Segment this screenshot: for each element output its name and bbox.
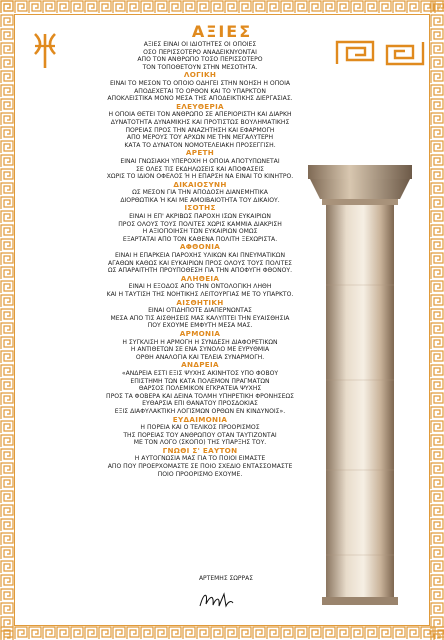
section-line: ΑΠΟΔΕΧΕΤΑΙ ΤΟ ΟΡΘΟΝ ΚΑΙ ΤΟ ΥΠΑΡΚΤΟΝ: [134, 87, 266, 95]
intro-line: ΑΞΙΕΣ ΕΙΝΑΙ ΟΙ ΙΔΙΟΤΗΤΕΣ ΟΙ ΟΠΟΙΕΣ: [143, 41, 257, 48]
intro-line: ΑΠΟ ΤΟΝ ΑΝΘΡΩΠΟ ΤΟΣΟ ΠΕΡΙΣΣΟΤΕΡΟ: [137, 56, 263, 64]
section-heading-aisthitiki: ΑΙΣΘΗΤΙΚΗ: [176, 297, 224, 307]
section-line: ΜΕ ΤΟΝ ΛΟΓΟ (ΣΚΟΠΟ) ΤΗΣ ΥΠΑΡΞΗΣ ΤΟΥ.: [133, 439, 267, 447]
meander-border-left: [0, 0, 14, 640]
section-line: Η ΟΠΟΙΑ ΘΕΤΕΙ ΤΟΝ ΑΝΘΡΩΠΟ ΣΕ ΑΠΕΡΙΟΡΙΣΤΗ ΚΑΙ ΔΙΑΡΚΗ: [108, 111, 292, 119]
section-line: ΠΡΟΣ ΟΛΟΥΣ ΤΟΥΣ ΠΟΛΙΤΕΣ ΧΩΡΙΣ ΚΑΜΜΙΑ ΔΙΑΚΡΙΣΗ: [118, 220, 282, 228]
section-line: ΤΗΣ ΠΟΡΕΙΑΣ ΤΟΥ ΑΝΘΡΩΠΟΥ ΟΤΑΝ ΤΑΥΤΙΖΟΝΤΑΙ: [123, 431, 277, 439]
meander-border-bottom: [0, 626, 444, 640]
section-line: ΩΣ ΑΠΑΡΑΙΤΗΤΗ ΠΡΟΥΠΟΘΕΣΗ ΓΙΑ ΤΗΝ ΑΠΟΦΥΓΗ ΦΘΟΝΟΥ.: [107, 267, 293, 275]
section-line: Η ΠΟΡΕΙΑ ΚΑΙ Ο ΤΕΛΙΚΟΣ ΠΡΟΟΡΙΣΜΟΣ: [140, 424, 260, 432]
section-heading-dikaiosyni: ΔΙΚΑΙΟΣΥΝΗ: [173, 179, 227, 189]
section-line: ΕΞΙΣ ΔΙΑΦΥΛΑΚΤΙΚΗ ΛΟΓΙΣΜΩΝ ΟΡΘΩΝ ΕΝ ΚΙΝΔΥΝΟΙΣ».: [114, 407, 286, 415]
section-line: Η ΑΥΤΟΓΝΩΣΙΑ ΜΑΣ ΓΙΑ ΤΟ ΠΟΙΟΙ ΕΙΜΑΣΤΕ: [134, 455, 266, 463]
section-heading-andreia: ΑΝΔΡΕΙΑ: [181, 360, 219, 370]
section-line: ΚΑΙ Η ΤΑΥΤΙΣΗ ΤΗΣ ΝΟΗΤΙΚΗΣ ΛΕΙΤΟΥΡΓΙΑΣ ΜΕ ΤΟ ΥΠΑΡΚΤΟ.: [106, 291, 294, 298]
section-line: ΧΩΡΙΣ ΤΟ ΙΔΙΟΝ ΟΦΕΛΟΣ Ή Η ΕΠΑΡΣΗ ΝΑ ΕΙΝΑΙ ΤΟ ΚΙΝΗΤΡΟ.: [106, 173, 294, 181]
section-line: ΠΡΟΣ ΤΑ ΦΟΒΕΡΑ ΚΑΙ ΔΕΙΝΑ ΤΟΛΜΗ ΥΠΗΡΕΤΙΚΗ ΦΡΟΝΗΣΕΩΣ: [106, 392, 294, 400]
section-line: ΘΑΡΣΟΣ ΠΟΛΕΜΙΚΟΝ ΕΓΚΡΑΤΕΙΑ ΨΥΧΗΣ: [138, 385, 262, 393]
section-line: ΕΙΝΑΙ Η ΕΠΑΡΚΕΙΑ ΠΑΡΟΧΗΣ ΥΛΙΚΩΝ ΚΑΙ ΠΝΕΥΜΑΤΙΚΩΝ: [114, 252, 286, 260]
author-name: ΑΡΤΕΜΗΣ ΣΩΡΡΑΣ: [198, 575, 254, 582]
section-line: ΕΞΑΡΤΑΤΑΙ ΑΠΟ ΤΟΝ ΚΑΘΕΝΑ ΠΟΛΙΤΗ ΞΕΧΩΡΙΣΤΑ.: [122, 235, 278, 243]
intro-line: ΤΟΝ ΤΟΠΟΘΕΤΟΥΝ ΣΤΗΝ ΜΕΣΟΤΗΤΑ.: [142, 63, 258, 71]
section-heading-eleftheria: ΕΛΕΥΘΕΡΙΑ: [176, 101, 224, 111]
section-heading-isotis: ΙΣΟΤΗΣ: [184, 203, 216, 213]
section-line: ΟΡΘΗ ΑΝΑΛΟΓΙΑ ΚΑΙ ΤΕΛΕΙΑ ΣΥΝΑΡΜΟΓΗ.: [135, 353, 265, 361]
section-line: Η ΑΞΙΟΠΟΙΗΣΗ ΤΩΝ ΕΥΚΑΙΡΙΩΝ ΟΜΩΣ: [142, 228, 258, 236]
section-line: Η ΣΥΓΚΛΙΣΗ Η ΑΡΜΟΓΗ Η ΣΥΝΔΕΣΗ ΔΙΑΦΟΡΕΤΙΚΩΝ: [122, 338, 278, 346]
section-heading-gnothi-seauton: ΓΝΩΘΙ Σ' ΕΑΥΤΟΝ: [162, 445, 238, 455]
handwritten-signature: [196, 588, 236, 612]
section-line: ΔΙΟΡΘΩΤΙΚΑ Ή ΚΑΙ ΜΕ ΑΜΟΙΒΑΙΟΤΗΤΑ ΤΟΥ ΔΙΚΑΙΟΥ.: [120, 196, 280, 204]
section-heading-eudaimonia: ΕΥΔΑΙΜΟΝΙΑ: [172, 414, 228, 424]
values-text: [50, 41, 350, 478]
section-line: ΕΙΝΑΙ Η ΕΠ' ΑΚΡΙΒΩΣ ΠΑΡΟΧΗ ΙΣΩΝ ΕΥΚΑΙΡΙΩΝ: [129, 213, 271, 221]
section-line: «ΑΝΔΡΕΙΑ ΕΣΤΙ ΕΞΙΣ ΨΥΧΗΣ ΑΚΙΝΗΤΟΣ ΥΠΟ ΦΟΒΟΥ: [121, 369, 279, 377]
section-heading-armonia: ΑΡΜΟΝΙΑ: [179, 328, 221, 338]
section-line: ΣΕ ΟΛΕΣ ΤΙΣ ΕΚΔΗΛΩΣΕΙΣ ΚΑΙ ΑΠΟΦΑΣΕΙΣ: [135, 165, 264, 173]
section-line: ΠΟΡΕΙΑΣ ΠΡΟΣ ΤΗΝ ΑΝΑΖΗΤΗΣΗ ΚΑΙ ΕΦΑΡΜΟΓΗ: [125, 126, 275, 134]
page-title: ΑΞΙΕΣ: [191, 22, 253, 41]
section-line: ΠΟΥ ΕΧΟΥΜΕ ΕΜΦΥΤΗ ΜΕΣΑ ΜΑΣ.: [147, 322, 253, 330]
section-line: ΑΠΟ ΜΕΡΟΥΣ ΤΟΥ ΑΡΧΩΝ ΜΕ ΤΗΝ ΜΕΓΑΛΥΤΕΡΗ: [126, 134, 274, 142]
section-line: ΠΟΙΟ ΠΡΟΟΡΙΣΜΟ ΕΧΟΥΜΕ.: [157, 470, 243, 478]
meander-border-top: [0, 0, 444, 14]
section-line: ΚΑΤΑ ΤΟ ΔΥΝΑΤΟΝ ΝΟΜΟΤΕΛΕΙΑΚΗ ΠΡΟΣΕΓΓΙΣΗ.: [124, 141, 276, 149]
section-line: ΕΠΙΣΤΗΜΗ ΤΩΝ ΚΑΤΑ ΠΟΛΕΜΟΝ ΠΡΑΓΜΑΤΩΝ: [130, 377, 270, 385]
section-line: ΜΕΣΑ ΑΠΟ ΤΙΣ ΑΙΣΘΗΣΕΙΣ ΜΑΣ ΚΑΛΥΠΤΕΙ ΤΗΝ ΕΥΑΙΣΘΗΣΙΑ: [110, 314, 290, 322]
intro-line: ΟΣΟ ΠΕΡΙΣΣΟΤΕΡΟ ΑΝΑΔΕΙΚΝΥΟΝΤΑΙ: [143, 48, 257, 56]
section-line: ΕΙΝΑΙ ΟΤΙΔΗΠΟΤΕ ΔΙΑΠΕΡΝΩΝΤΑΣ: [148, 307, 252, 315]
section-line: Η ΑΝΤΙΘΕΤΩΝ ΣΕ ΕΝΑ ΣΥΝΟΛΟ ΜΕ ΕΥΡΥΘΜΙΑ: [130, 346, 270, 354]
section-line: ΕΙΝΑΙ ΓΝΩΣΙΑΚΗ ΥΠΕΡΟΧΗ Η ΟΠΟΙΑ ΑΠΟΤΥΠΩΝΕΤΑΙ: [120, 157, 280, 165]
section-heading-afthonia: ΑΦΘΟΝΙΑ: [179, 242, 221, 252]
section-line: ΔΥΝΑΤΟΤΗΤΑ ΔΥΝΑΜΙΚΗΣ ΚΑΙ ΠΡΟΤΙΣΤΩΣ ΒΟΥΛΗΜΑΤΙΚΗΣ: [110, 118, 290, 126]
section-line: ΑΓΑΘΩΝ ΚΑΘΩΣ ΚΑΙ ΕΥΚΑΙΡΙΩΝ ΠΡΟΣ ΟΛΟΥΣ ΤΟΥΣ ΠΟΛΙΤΕΣ: [107, 259, 293, 267]
section-heading-areti: ΑΡΕΤΗ: [185, 148, 215, 158]
section-line: ΕΙΝΑΙ ΤΟ ΜΕΣΟΝ ΤΟ ΟΠΟΙΟ ΟΔΗΓΕΙ ΣΤΗΝ ΝΟΗΣΗ Η ΟΠΟΙΑ: [109, 79, 291, 87]
section-heading-logiki: ΛΟΓΙΚΗ: [183, 70, 217, 80]
section-line: ΑΠΟΚΛΕΙΣΤΙΚΑ ΜΟΝΟ ΜΕΣΑ ΤΗΣ ΑΠΟΔΕΙΚΤΙΚΗΣ ΔΙΕΡΓΑΣΙΑΣ.: [107, 95, 293, 103]
section-line: ΑΠΟ ΠΟΥ ΠΡΟΕΡΧΟΜΑΣΤΕ ΣΕ ΠΟΙΟ ΣΧΕΔΙΟ ΕΝΤΑΣΣΟΜΑΣΤΕ: [107, 463, 293, 471]
section-heading-alitheia: ΑΛΗΘΕΙΑ: [180, 273, 220, 283]
section-line: ΕΥΘΑΡΣΙΑ ΕΠΙ ΘΑΝΑΤΟΥ ΠΡΟΣΔΟΚΙΑΣ: [142, 400, 258, 408]
section-line: ΩΣ ΜΕΣΟΝ ΓΙΑ ΤΗΝ ΑΠΟΔΟΣΗ ΔΙΑΝΕΜΗΤΙΚΑ: [132, 189, 268, 197]
section-line: ΕΙΝΑΙ Η ΕΞΟΔΟΣ ΑΠΟ ΤΗΝ ΟΝΤΟΛΟΓΙΚΗ ΛΗΘΗ: [128, 283, 272, 291]
meander-border-right: [430, 0, 444, 640]
